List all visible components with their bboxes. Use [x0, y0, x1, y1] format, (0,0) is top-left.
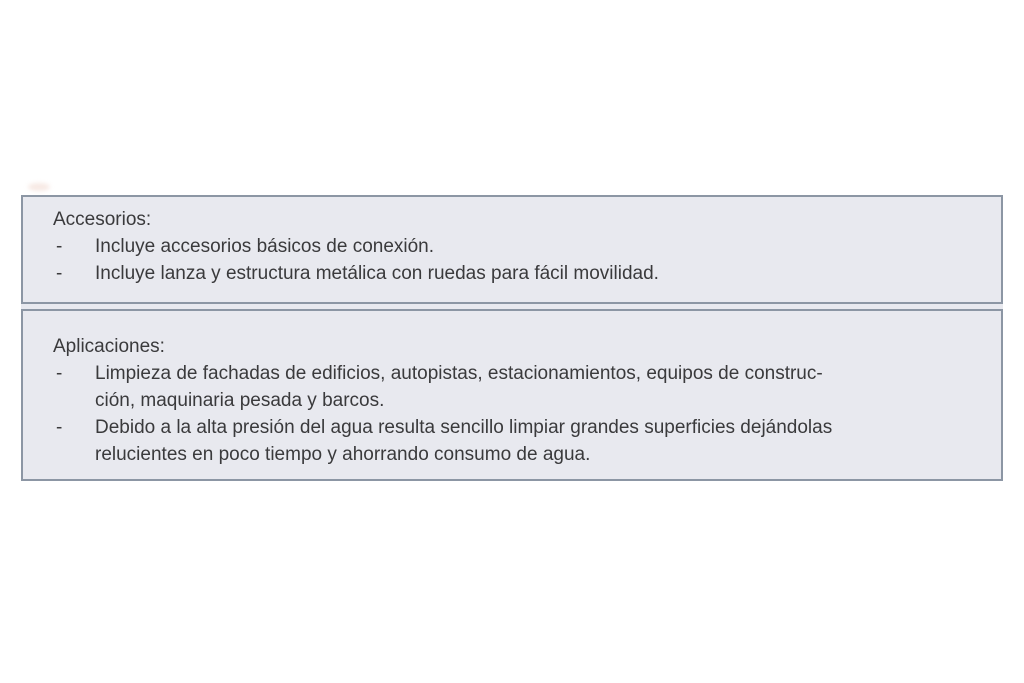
list-item	[53, 360, 973, 414]
section-title: Aplicaciones:	[53, 336, 165, 357]
section-aplicaciones	[21, 309, 1003, 481]
bullet-dash: -	[56, 363, 63, 384]
item-line: ción, maquinaria pesada y barcos.	[95, 390, 385, 411]
list-item-text	[95, 414, 973, 468]
list-item	[53, 414, 973, 468]
info-table	[21, 195, 1003, 481]
item-line: Debido a la alta presión del agua resulta sencillo limpiar grandes superficies dejándolas	[95, 417, 833, 438]
bullet-dash: -	[56, 263, 63, 284]
item-line: relucientes en poco tiempo y ahorrando consumo de agua.	[95, 444, 591, 465]
item-line: Incluye accesorios básicos de conexión.	[95, 236, 435, 257]
item-line: Incluye lanza y estructura metálica con ruedas para fácil movilidad.	[95, 263, 659, 284]
list-item-text	[95, 233, 973, 260]
section-accesorios	[21, 195, 1003, 304]
list-item-text	[95, 360, 973, 414]
bullet-dash: -	[56, 417, 63, 438]
section-title: Accesorios:	[53, 209, 152, 230]
item-line: Limpieza de fachadas de edificios, autopistas, estacionamientos, equipos de construc-	[95, 363, 823, 384]
list-item	[53, 233, 973, 260]
list-item-text	[95, 260, 973, 287]
bullet-dash: -	[56, 236, 63, 257]
scan-artifact	[28, 183, 50, 191]
list-item	[53, 260, 973, 287]
